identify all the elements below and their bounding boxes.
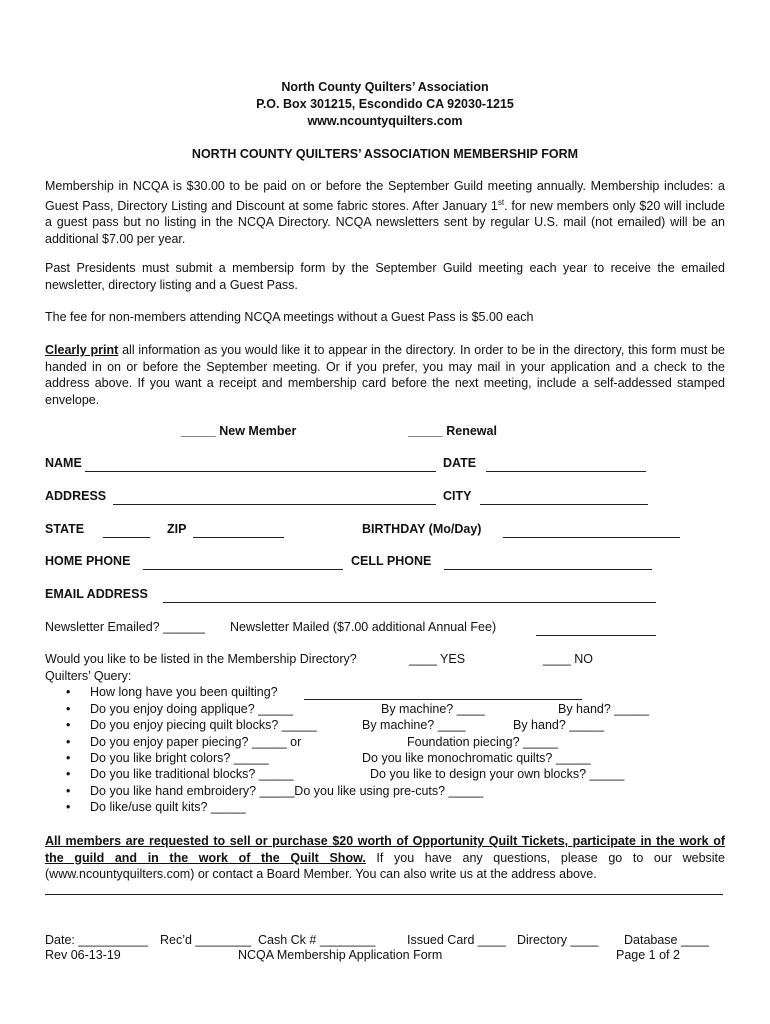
name-label: NAME bbox=[45, 456, 82, 470]
state-label: STATE bbox=[45, 522, 85, 536]
bullet-icon: • bbox=[66, 702, 71, 716]
directory-yes[interactable]: ____ YES bbox=[409, 652, 466, 666]
city-field[interactable] bbox=[480, 504, 648, 505]
bullet-icon: • bbox=[66, 685, 71, 699]
newsletter-mailed-field[interactable] bbox=[536, 635, 656, 636]
date-field[interactable] bbox=[486, 471, 646, 472]
query-item-1: How long have you been quilting? bbox=[90, 685, 278, 699]
intro-paragraph-4: Clearly print all information as you would like it to appear in the directory. In order to be in the directory, this form must be handed in on or before the September meeting. Or if you prefer, you may mail in your application and a check to the address above. If you want a receipt and membership card before the next meeting, include a self-addessed stamped envelope. bbox=[45, 343, 726, 407]
name-field[interactable] bbox=[85, 471, 436, 472]
city-label: CITY bbox=[443, 489, 472, 503]
bullet-icon: • bbox=[66, 718, 71, 732]
cell-phone-field[interactable] bbox=[444, 569, 652, 570]
query-item-3c[interactable]: By hand? _____ bbox=[513, 718, 605, 732]
directory-no[interactable]: ____ NO bbox=[543, 652, 594, 666]
bullet-icon: • bbox=[66, 767, 71, 781]
query-item-7[interactable]: Do you like hand embroidery? _____Do you like using pre-cuts? _____ bbox=[90, 784, 484, 798]
footer-form-name: NCQA Membership Application Form bbox=[238, 948, 443, 962]
query-item-3b[interactable]: By machine? ____ bbox=[362, 718, 466, 732]
birthday-field[interactable] bbox=[503, 537, 680, 538]
revision-date: Rev 06-13-19 bbox=[45, 948, 121, 962]
state-field[interactable] bbox=[103, 537, 150, 538]
form-title: NORTH COUNTY QUILTERS’ ASSOCIATION MEMBERSHIP FORM bbox=[191, 147, 579, 161]
renewal-option[interactable]: _____ Renewal bbox=[408, 424, 497, 438]
birthday-label: BIRTHDAY (Mo/Day) bbox=[362, 522, 482, 536]
query-item-2[interactable]: Do you enjoy doing applique? _____ bbox=[90, 702, 293, 716]
office-recd: Rec’d ________ bbox=[160, 933, 252, 947]
query-item-5b[interactable]: Do you like monochromatic quilts? _____ bbox=[362, 751, 591, 765]
address-label: ADDRESS bbox=[45, 489, 107, 503]
home-phone-label: HOME PHONE bbox=[45, 554, 131, 568]
newsletter-emailed[interactable]: Newsletter Emailed? ______ bbox=[45, 620, 205, 634]
intro-paragraph-2: Past Presidents must submit a membersip form by the September Guild meeting each year to receive the emailed newsletter, directory listing and a Guest Pass. bbox=[45, 261, 725, 292]
bullet-icon: • bbox=[66, 800, 71, 814]
directory-question: Would you like to be listed in the Membership Directory? bbox=[45, 652, 357, 666]
query-item-2c[interactable]: By hand? _____ bbox=[558, 702, 650, 716]
newsletter-mailed-label: Newsletter Mailed ($7.00 additional Annual Fee) bbox=[230, 620, 497, 634]
office-issued-card: Issued Card ____ bbox=[407, 933, 506, 947]
query-title: Quilters’ Query: bbox=[45, 669, 132, 683]
intro-paragraph-3: The fee for non-members attending NCQA meetings without a Guest Pass is $5.00 each bbox=[45, 310, 534, 324]
query-item-8[interactable]: Do like/use quilt kits? _____ bbox=[90, 800, 246, 814]
divider bbox=[45, 894, 723, 895]
org-name: North County Quilters’ Association bbox=[281, 80, 489, 94]
email-label: EMAIL ADDRESS bbox=[45, 587, 148, 601]
org-address: P.O. Box 301215, Escondido CA 92030-1215 bbox=[256, 97, 514, 111]
date-label: DATE bbox=[443, 456, 477, 470]
office-database: Database ____ bbox=[624, 933, 709, 947]
zip-field[interactable] bbox=[193, 537, 284, 538]
office-date: Date: __________ bbox=[45, 933, 148, 947]
query-item-4b[interactable]: Foundation piecing? _____ bbox=[407, 735, 558, 749]
bullet-icon: • bbox=[66, 735, 71, 749]
email-field[interactable] bbox=[163, 602, 656, 603]
page-number: Page 1 of 2 bbox=[616, 948, 680, 962]
address-field[interactable] bbox=[113, 504, 436, 505]
zip-label: ZIP bbox=[167, 522, 187, 536]
home-phone-field[interactable] bbox=[143, 569, 343, 570]
office-directory: Directory ____ bbox=[517, 933, 599, 947]
bullet-icon: • bbox=[66, 751, 71, 765]
query-item-3[interactable]: Do you enjoy piecing quilt blocks? _____ bbox=[90, 718, 317, 732]
office-cash: Cash Ck # ________ bbox=[258, 933, 376, 947]
query-item-4[interactable]: Do you enjoy paper piecing? _____ or bbox=[90, 735, 302, 749]
cell-phone-label: CELL PHONE bbox=[351, 554, 432, 568]
query-item-2b[interactable]: By machine? ____ bbox=[381, 702, 485, 716]
closing-paragraph: All members are requested to sell or purchase $20 worth of Opportunity Quilt Tickets, participate in the work of the guild and in the work of the Quilt Show. If you have any questions, please go to our website (www.ncountyquilters.com) or contact a Board Member. You can also write us at the address above. bbox=[45, 834, 725, 882]
org-website: www.ncountyquilters.com bbox=[307, 114, 463, 128]
query-item-6b[interactable]: Do you like to design your own blocks? _____ bbox=[370, 767, 625, 781]
new-member-option[interactable]: _____ New Member bbox=[181, 424, 297, 438]
query-item-5[interactable]: Do you like bright colors? _____ bbox=[90, 751, 269, 765]
bullet-icon: • bbox=[66, 784, 71, 798]
quilting-duration-field[interactable] bbox=[304, 699, 582, 700]
intro-paragraph-1: Membership in NCQA is $30.00 to be paid on or before the September Guild meeting annually. Membership includes: a Guest Pass, Directory Listing and Discount at some fabric stores. After January 1st. for new members only $20 will include a guest pass but no listing in the NCQA Directory. NCQA newsletters sent by regular U.S. mail (not emailed) will be an additional $7.00 per year. bbox=[45, 179, 725, 246]
query-item-6[interactable]: Do you like traditional blocks? _____ bbox=[90, 767, 294, 781]
